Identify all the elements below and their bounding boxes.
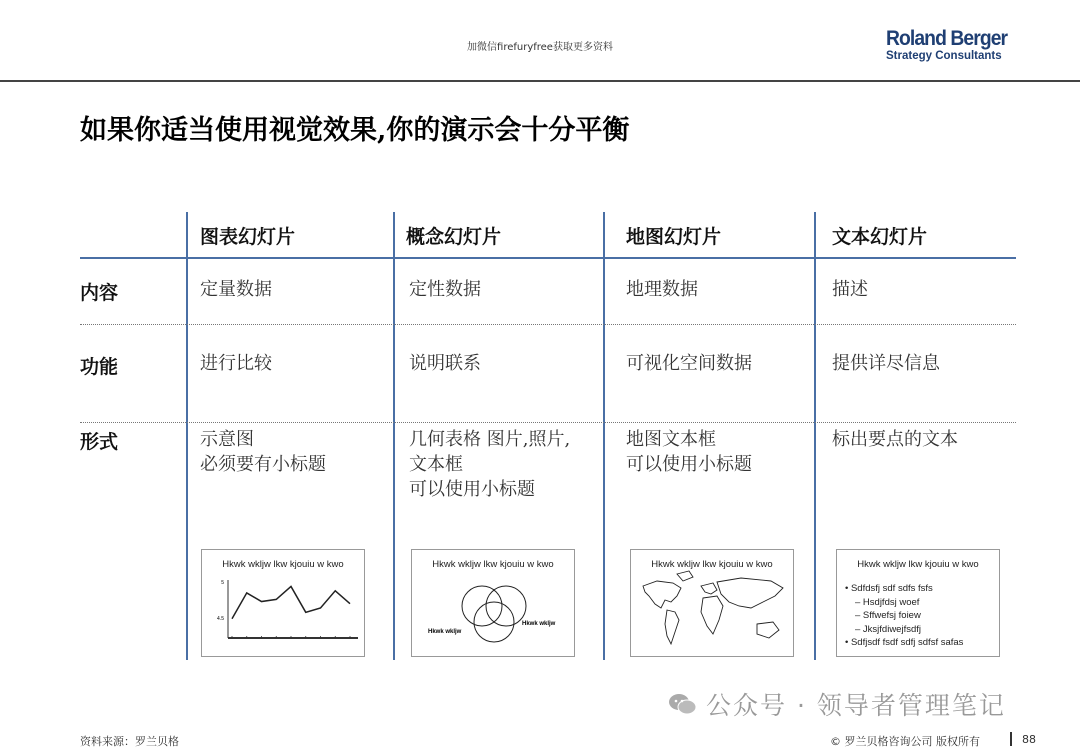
row-header-function: 功能 [80, 356, 119, 378]
asia-shape [717, 578, 783, 608]
column-header-text: 文本幻灯片 [832, 226, 928, 248]
table-cell: 进行比较 [200, 353, 272, 374]
cell-line: 地图文本框 [626, 429, 716, 450]
page-number-divider [1010, 732, 1012, 746]
wechat-icon [668, 692, 698, 716]
header-divider [0, 80, 1080, 82]
europe-shape [701, 583, 717, 594]
table-cell: 可视化空间数据 [626, 353, 752, 374]
table-cell: 提供详尽信息 [832, 353, 940, 374]
sub-bullet-item: – Hsdjfdsj woef [855, 596, 920, 608]
bullet-item: • Sdfjsdf fsdf sdfj sdfsf safas [845, 637, 964, 648]
sub-bullet-item: – Jksjfdiwejfsdfj [855, 623, 921, 635]
thumbnail-title: Hkwk wkljw lkw kjouiu w kwo [222, 559, 344, 570]
column-divider [814, 212, 816, 660]
cell-line: 必须要有小标题 [200, 454, 326, 475]
text-slide-thumbnail [836, 549, 1000, 657]
africa-shape [701, 596, 723, 634]
table-cell: 说明联系 [409, 353, 481, 374]
cell-line: 可以使用小标题 [409, 479, 535, 500]
source-note: 资料来源：罗兰贝格 [80, 735, 179, 748]
row-divider [80, 324, 1016, 325]
column-divider [186, 212, 188, 660]
header-row-divider [80, 257, 1016, 259]
column-divider [393, 212, 395, 660]
cell-line: 可以使用小标题 [626, 454, 752, 475]
mini-line-chart [202, 550, 366, 658]
table-cell: 定性数据 [409, 279, 481, 300]
header-note: 加微信firefuryfree获取更多资料 [467, 42, 613, 53]
column-divider [603, 212, 605, 660]
world-map-icon [631, 550, 795, 658]
series-line [232, 586, 350, 618]
north-america-shape [643, 581, 681, 608]
chart-slide-thumbnail [201, 549, 365, 657]
table-cell: 定量数据 [200, 279, 272, 300]
column-header-concept: 概念幻灯片 [406, 226, 502, 248]
column-header-chart: 图表幻灯片 [200, 226, 296, 248]
table-cell-form-concept [409, 427, 570, 502]
row-header-content: 内容 [80, 282, 119, 304]
venn-label-left: Hkwk wkljw [428, 629, 462, 635]
table-cell: 描述 [832, 279, 868, 300]
cell-line: 标出要点的文本 [832, 429, 958, 450]
cell-line: 示意图 [200, 429, 254, 450]
table-cell-form-chart [200, 427, 326, 477]
row-divider [80, 422, 1016, 423]
cell-line: 文本框 [409, 454, 463, 475]
table-cell-form-map [626, 427, 752, 477]
table-cell: 地理数据 [626, 279, 698, 300]
bullet-item: • Sdfdsfj sdf sdfs fsfs [845, 583, 933, 594]
copyright-note: © 罗兰贝格咨询公司 版权所有 [830, 735, 980, 748]
thumbnail-title: Hkwk wkljw lkw kjouiu w kwo [651, 559, 773, 570]
concept-slide-thumbnail [411, 549, 575, 657]
y-tick-label: 4.5 [217, 616, 224, 622]
cell-line: 几何表格 图片,照片, [409, 429, 571, 450]
south-america-shape [665, 610, 679, 644]
roland-berger-logo [886, 28, 1036, 62]
column-header-map: 地图幻灯片 [626, 226, 722, 248]
watermark-text: 公众号 · 领导者管理笔记 [706, 691, 1006, 720]
australia-shape [757, 622, 779, 638]
thumbnail-title: Hkwk wkljw lkw kjouiu w kwo [857, 559, 979, 570]
page-number: 88 [1022, 733, 1036, 746]
thumbnail-title: Hkwk wkljw lkw kjouiu w kwo [432, 559, 554, 570]
y-tick-label: 5 [221, 580, 224, 586]
logo-main-text: Roland Berger [886, 27, 1008, 50]
venn-diagram [412, 550, 576, 658]
logo-sub-text: Strategy Consultants [886, 50, 1002, 62]
row-header-form: 形式 [80, 431, 119, 453]
wechat-watermark [668, 686, 1006, 722]
bullet-list [845, 582, 963, 650]
map-slide-thumbnail [630, 549, 794, 657]
slide-title: 如果你适当使用视觉效果,你的演示会十分平衡 [80, 115, 630, 146]
table-cell-form-text [832, 427, 958, 452]
venn-label-right: Hkwk wkljw [522, 621, 556, 627]
sub-bullet-item: – Sffwefsj foiew [855, 610, 921, 621]
greenland-shape [677, 571, 693, 581]
